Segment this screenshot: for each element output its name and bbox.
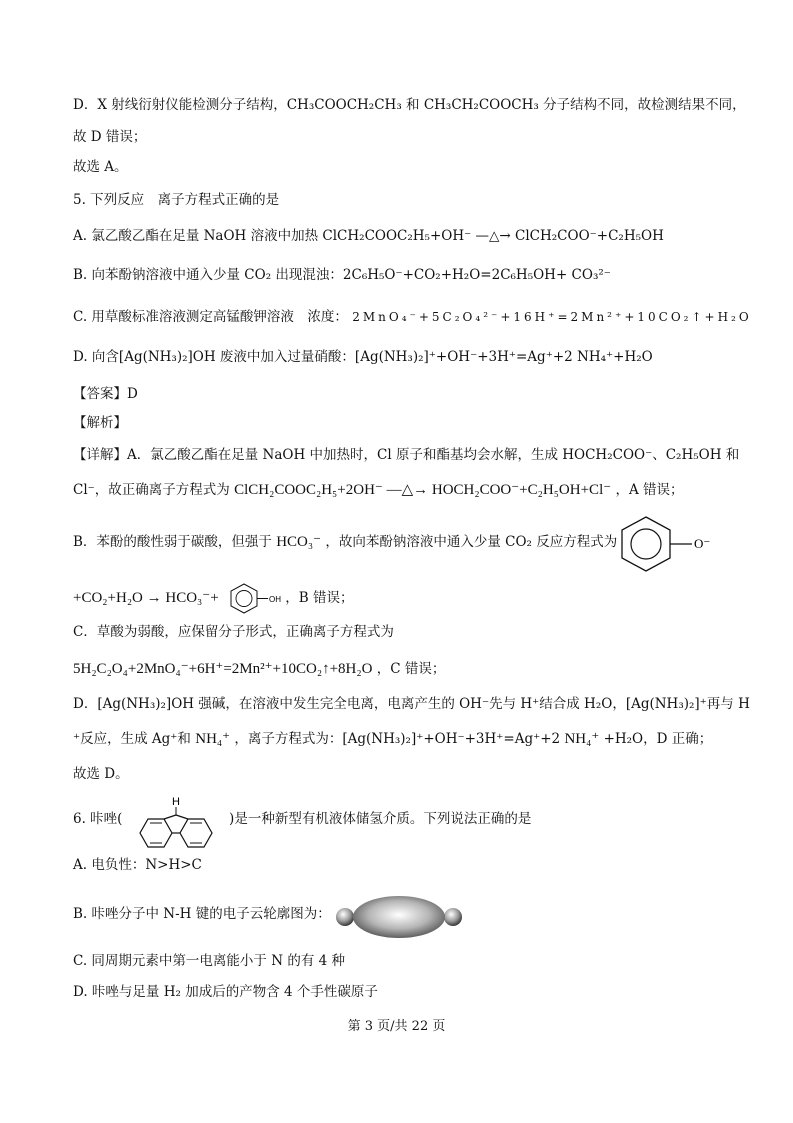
detail-d-line2 xyxy=(73,730,712,748)
option-6c: C. 同周期元素中第一电离能小于 N 的有 4 种 xyxy=(73,953,345,969)
detail-b-line1 xyxy=(73,533,617,551)
text-line-d4-cont: 故 D 错误； xyxy=(73,129,147,145)
option-5c xyxy=(73,308,752,326)
detail-a-line2 xyxy=(73,481,684,499)
carbazole-h-label: H xyxy=(172,796,180,808)
question-5-stem: 5. 下列反应 离子方程式正确的是 xyxy=(73,192,280,208)
detail-d-nh4-2: NH₄⁺ xyxy=(564,731,600,747)
detail-d-text2: ，离子方程式为：[Ag(NH₃)₂]⁺+OH⁻+3H⁺=Ag⁺+2 xyxy=(234,731,561,747)
phenol-label: OH xyxy=(269,595,281,604)
option-6a: A. 电负性：N>H>C xyxy=(73,857,202,873)
phenoxide-structure xyxy=(616,515,716,575)
text-line-d4: D．X 射线衍射仪能检测分子结构，CH₃COOCH₂CH₃ 和 CH₃CH₂COOCH₃ 分子结构不同，故检测结果不同， xyxy=(73,97,746,113)
detail-b-line2 xyxy=(73,589,353,607)
detail-a-line1: 【详解】A．氯乙酸乙酯在足量 NaOH 中加热时，Cl 原子和酯基均会水解，生成 HOCH₂COO⁻、C₂H₅OH 和 xyxy=(73,447,740,463)
question-6-text2: )是一种新型有机液体储氢介质。下列说法正确的是 xyxy=(229,811,532,827)
option-5d: D. 向含[Ag(NH₃)₂]OH 废液中加入过量硝酸：[Ag(NH₃)₂]⁺+OH⁻+3H⁺=Ag⁺+2 NH₄⁺+H₂O xyxy=(73,349,653,365)
detail-d-text1: ⁺反应，生成 Ag⁺和 xyxy=(73,731,191,747)
detail-c-equation: 5H₂C₂O₄+2MnO₄⁻+6H⁺=2Mn²⁺+10CO₂↑+8H₂O xyxy=(73,661,373,677)
carbazole-structure xyxy=(128,793,238,863)
text-line-answer-5: 故选 D。 xyxy=(73,766,129,782)
option-5c-equation: 2MnO₄⁻+5C₂O₄²⁻+16H⁺=2Mn²⁺+10CO₂↑+H₂O xyxy=(352,310,752,324)
phenoxide-label: O⁻ xyxy=(694,536,711,551)
detail-d-line1: D．[Ag(NH₃)₂]OH 强碱，在溶液中发生完全电离，电离产生的 OH⁻先与 H⁺结合成 H₂O，[Ag(NH₃)₂]⁺再与 H xyxy=(73,696,750,712)
answer-label: 【答案】D xyxy=(73,386,138,402)
electron-cloud-picture xyxy=(333,895,463,939)
detail-a-verdict: ，A 错误； xyxy=(615,482,684,498)
phenol-structure xyxy=(228,582,288,616)
detail-c-line1: C．草酸为弱酸，应保留分子形式，正确离子方程式为 xyxy=(73,624,394,640)
option-6b: B. 咔唑分子中 N-H 键的电子云轮廓图为： xyxy=(73,906,331,922)
detail-b-equation: +CO₂+H₂O → HCO₃⁻+ xyxy=(73,590,219,606)
detail-b-hco3: HCO₃⁻ xyxy=(276,534,322,550)
detail-a-equation: ClCH₂COOC₂H₅+2OH⁻ —△→ HOCH₂COO⁻+C₂H₅OH+Cl⁻ xyxy=(234,482,612,498)
option-5b: B. 向苯酚钠溶液中通入少量 CO₂ 出现混浊：2C₆H₅O⁻+CO₂+H₂O=2C₆H₅OH+ CO₃²⁻ xyxy=(73,267,611,283)
detail-b-text2: ，故向苯酚钠溶液中通入少量 CO₂ 反应方程式为 xyxy=(325,534,618,550)
question-6-text1: 6. 咔唑( xyxy=(73,811,123,827)
page-footer: 第 3 页/共 22 页 xyxy=(347,1019,446,1034)
detail-b-verdict: ，B 错误； xyxy=(285,590,354,606)
detail-c-line2 xyxy=(73,660,445,678)
option-6d: D. 咔唑与足量 H₂ 加成后的产物含 4 个手性碳原子 xyxy=(73,984,378,1000)
detail-b-text1: B．苯酚的酸性弱于碳酸，但强于 xyxy=(73,534,272,550)
detail-d-text3: +H₂O，D 正确； xyxy=(603,731,713,747)
option-5c-text: C. 用草酸标准溶液测定高锰酸钾溶液 浓度： xyxy=(73,309,348,325)
text-line-answer-4: 故选 A。 xyxy=(73,159,128,175)
detail-c-verdict: ，C 错误； xyxy=(376,661,446,677)
analysis-label: 【解析】 xyxy=(73,415,127,431)
detail-d-nh4-1: NH₄⁺ xyxy=(195,731,231,747)
detail-a-text: Cl⁻，故正确离子方程式为 xyxy=(73,482,230,498)
option-5a: A. 氯乙酸乙酯在足量 NaOH 溶液中加热 ClCH₂COOC₂H₅+OH⁻ —△→ ClCH₂COO⁻+C₂H₅OH xyxy=(73,228,664,244)
